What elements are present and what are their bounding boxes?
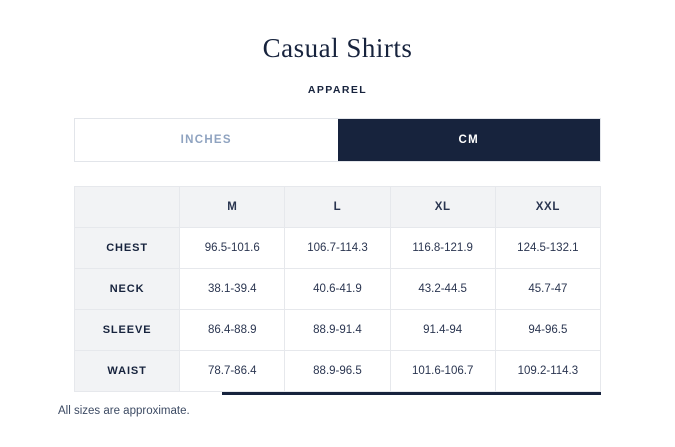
size-table-head [75,187,601,228]
table-row [75,351,601,392]
horizontal-scrollbar-track[interactable] [74,392,601,396]
cell-chest-xl: 116.8-121.9 [390,228,495,269]
cell-sleeve-m: 86.4-88.9 [180,310,285,351]
cell-neck-xl: 43.2-44.5 [390,269,495,310]
cell-neck-l: 40.6-41.9 [285,269,390,310]
table-header-row [75,187,601,228]
tab-inches[interactable] [75,119,338,161]
size-table-body [75,228,601,392]
table-row [75,269,601,310]
unit-toggle-tabs [74,118,601,162]
row-header-waist: WAIST [75,351,180,392]
tab-cm[interactable] [338,119,601,161]
cell-sleeve-xl: 91.4-94 [390,310,495,351]
column-header-xxl: XXL [495,187,600,228]
table-corner-cell [75,187,180,228]
cell-sleeve-l: 88.9-91.4 [285,310,390,351]
cell-waist-xxl: 109.2-114.3 [495,351,600,392]
cell-neck-m: 38.1-39.4 [180,269,285,310]
row-header-chest: CHEST [75,228,180,269]
row-header-neck: NECK [75,269,180,310]
row-header-sleeve: SLEEVE [75,310,180,351]
cell-sleeve-xxl: 94-96.5 [495,310,600,351]
horizontal-scrollbar-thumb[interactable] [222,392,601,395]
cell-neck-xxl: 45.7-47 [495,269,600,310]
column-header-m: M [180,187,285,228]
tab-cm-label: CM [458,134,479,146]
size-table [74,186,601,392]
cell-waist-m: 78.7-86.4 [180,351,285,392]
cell-chest-l: 106.7-114.3 [285,228,390,269]
column-header-l: L [285,187,390,228]
table-row [75,310,601,351]
page-title: Casual Shirts [262,33,413,63]
cell-chest-xxl: 124.5-132.1 [495,228,600,269]
table-row [75,228,601,269]
footnote-text: All sizes are approximate. [58,405,190,417]
cell-waist-l: 88.9-96.5 [285,351,390,392]
tab-inches-label: INCHES [180,134,232,146]
cell-waist-xl: 101.6-106.7 [390,351,495,392]
column-header-xl: XL [390,187,495,228]
size-table-container [74,186,601,392]
cell-chest-m: 96.5-101.6 [180,228,285,269]
page-subtitle: APPAREL [307,84,368,96]
